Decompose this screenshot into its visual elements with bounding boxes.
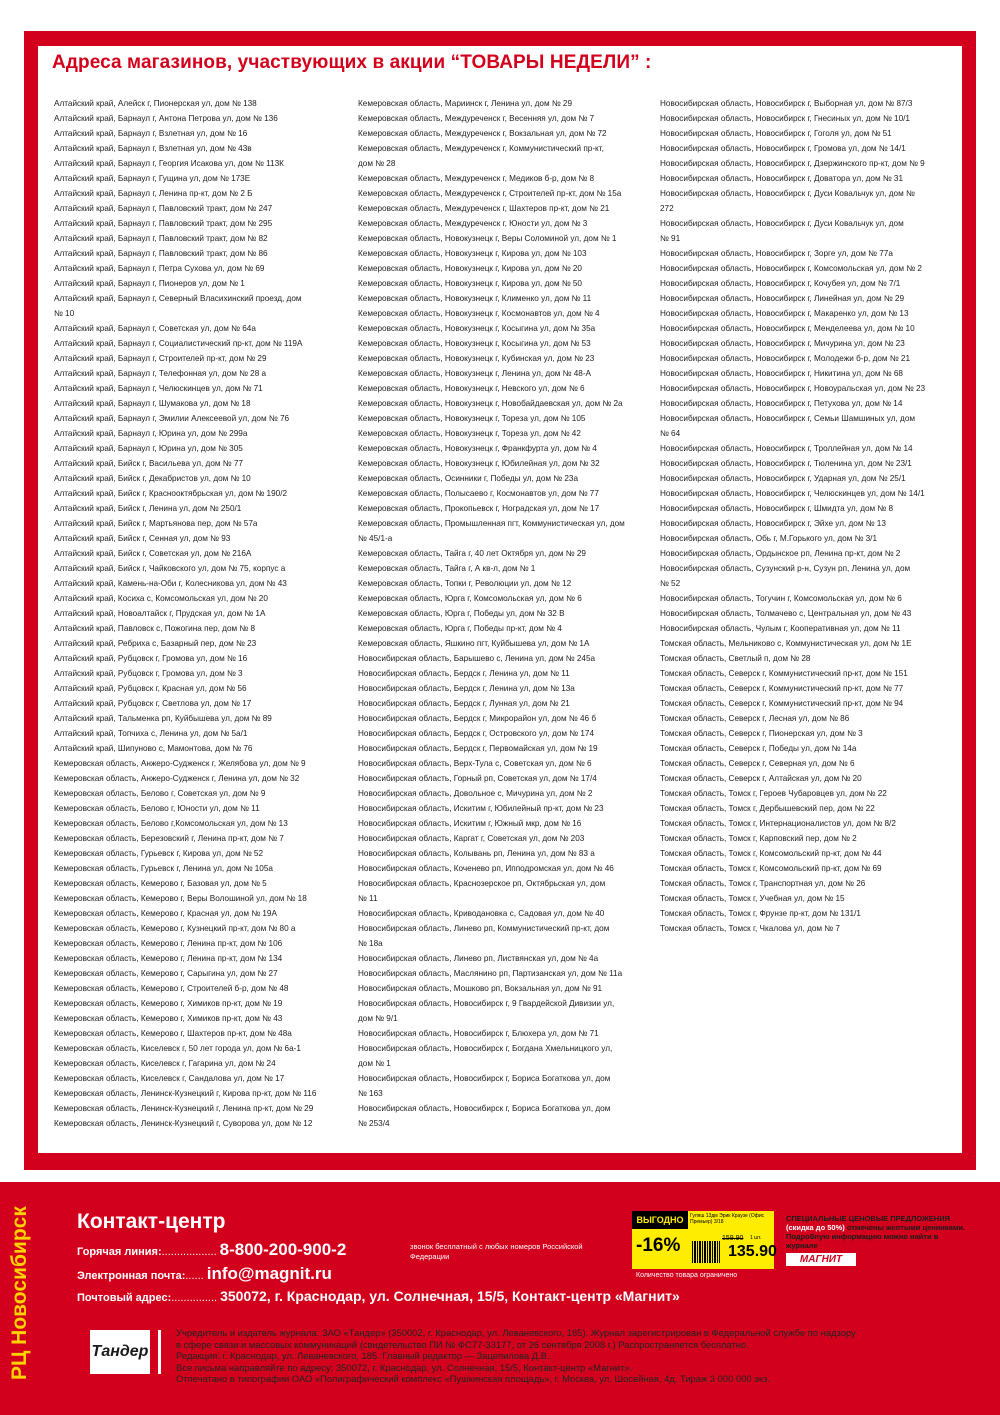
address-line: Алтайский край, Камень-на-Оби г, Колесникова ул, дом № 43 xyxy=(54,579,287,588)
address-line: Алтайский край, Тальменка рп, Куйбышева ул, дом № 89 xyxy=(54,714,272,723)
price-tag-sample xyxy=(632,1211,777,1269)
address-line: Кемеровская область, Кемерово г, Красная ул, дом № 19А xyxy=(54,909,277,918)
address-line: Новосибирская область, Линево рп, Листвянская ул, дом № 4а xyxy=(358,954,599,963)
address-line: Кемеровская область, Междуреченск г, Строителей пр-кт, дом № 15а xyxy=(358,189,622,198)
address-line: Новосибирская область, Новосибирск г, Дзержинского пр-кт, дом № 9 xyxy=(660,159,925,168)
address-line: Алтайский край, Барнаул г, Челюскинцев ул, дом № 71 xyxy=(54,384,263,393)
address-line: Алтайский край, Бийск г, Чайковского ул, дом № 75, корпус а xyxy=(54,564,286,573)
address-line: Кемеровская область, Осинники г, Победы ул, дом № 23а xyxy=(358,474,579,483)
address-line: № 52 xyxy=(660,579,681,588)
address-line: № 91 xyxy=(660,234,681,243)
address-line: Кемеровская область, Междуреченск г, Юности ул, дом № 3 xyxy=(358,219,588,228)
address-line: Кемеровская область, Белово г, Советская ул, дом № 9 xyxy=(54,789,266,798)
address-line: Новосибирская область, Новосибирск г, Семьи Шамшиных ул, дом xyxy=(660,414,916,423)
address-line: Новосибирская область, Новосибирск г, Менделеева ул, дом № 10 xyxy=(660,324,915,333)
address-line: № 10 xyxy=(54,309,75,318)
address-line: Новосибирская область, Сузунский р-н, Сузун рп, Ленина ул, дом xyxy=(660,564,911,573)
address-line: Кемеровская область, Новокузнецк г, Тореза ул, дом № 42 xyxy=(358,429,581,438)
address-line: Кемеровская область, Ленинск-Кузнецкий г, Кирова пр-кт, дом № 116 xyxy=(54,1089,317,1098)
magnit-logo: МАГНИТ xyxy=(786,1253,856,1266)
address-line: Томская область, Мельниково с, Коммунистическая ул, дом № 1Е xyxy=(660,639,912,648)
postal-address: 350072, г. Краснодар, ул. Солнечная, 15/5, Контакт-центр «Магнит» xyxy=(220,1288,680,1304)
promo-old-price: 159.90 xyxy=(722,1235,744,1242)
promo-product: Гуляш 13дм Эрик Краузе (Офис Премьер) 3/18 xyxy=(690,1213,765,1225)
promo-discount: -16% xyxy=(636,1235,681,1256)
address-line: Кемеровская область, Новокузнецк г, Веры Соломиной ул, дом № 1 xyxy=(358,234,617,243)
address-column-3 xyxy=(660,96,952,936)
address-line: Алтайский край, Бийск г, Советская ул, дом № 216А xyxy=(54,549,252,558)
address-line: Новосибирская область, Искитим г, Юбилейный пр-кт, дом № 23 xyxy=(358,804,604,813)
address-line: Алтайский край, Рубцовск г, Красная ул, дом № 56 xyxy=(54,684,247,693)
address-line: Новосибирская область, Искитим г, Южный мкр, дом № 16 xyxy=(358,819,582,828)
address-line: Новосибирская область, Новосибирск г, Эйхе ул, дом № 13 xyxy=(660,519,886,528)
address-line: Новосибирская область, Новосибирск г, Троллейная ул, дом № 14 xyxy=(660,444,913,453)
address-line: Новосибирская область, Новосибирск г, Комсомольская ул, дом № 2 xyxy=(660,264,922,273)
address-line: Новосибирская область, Новосибирск г, Блюхера ул, дом № 71 xyxy=(358,1029,599,1038)
address-line: Алтайский край, Барнаул г, Взлетная ул, дом № 16 xyxy=(54,129,248,138)
address-line: Новосибирская область, Бердск г, Ленина ул, дом № 13а xyxy=(358,684,575,693)
region-label: РЦ Новосибирск xyxy=(8,1206,31,1380)
hotline-number[interactable]: 8-800-200-900-2 xyxy=(219,1240,347,1259)
address-line: Кемеровская область, Прокопьевск г, Ноградская ул, дом № 17 xyxy=(358,504,600,513)
address-line: Новосибирская область, Ордынское рп, Ленина пр-кт, дом № 2 xyxy=(660,549,901,558)
address-line: Новосибирская область, Новосибирск г, Гнесиных ул, дом № 10/1 xyxy=(660,114,910,123)
address-line: Новосибирская область, Новосибирск г, Доватора ул, дом № 31 xyxy=(660,174,904,183)
address-line: Кемеровская область, Междуреченск г, Медиков б-р, дом № 8 xyxy=(358,174,594,183)
address-line: Алтайский край, Рубцовск г, Громова ул, дом № 16 xyxy=(54,654,248,663)
address-line: 272 xyxy=(660,204,674,213)
address-line: Алтайский край, Барнаул г, Пионеров ул, дом № 1 xyxy=(54,279,245,288)
address-line: Томская область, Северск г, Северная ул, дом № 6 xyxy=(660,759,855,768)
address-line: Алтайский край, Барнаул г, Павловский тракт, дом № 86 xyxy=(54,249,268,258)
address-line: № 18а xyxy=(358,939,383,948)
address-line: Новосибирская область, Горный рп, Советская ул, дом № 17/4 xyxy=(358,774,597,783)
imprint-line: Редакция: г. Краснодар, ул. Леваневского, 185. Главный редактор — Зацепилова Д.В. xyxy=(176,1350,550,1362)
address-line: Кемеровская область, Анжеро-Судженск г, Желябова ул, дом № 9 xyxy=(54,759,306,768)
address-line: Алтайский край, Барнаул г, Юрина ул, дом № 305 xyxy=(54,444,243,453)
imprint-text xyxy=(176,1327,976,1385)
address-line: Кемеровская область, Топки г, Революции ул, дом № 12 xyxy=(358,579,572,588)
address-line: Новосибирская область, Толмачево с, Центральная ул, дом № 43 xyxy=(660,609,912,618)
promo-caption: Количество товара ограничено xyxy=(636,1272,738,1279)
special-offer-heading: СПЕЦИАЛЬНЫЕ ЦЕНОВЫЕ ПРЕДЛОЖЕНИЯ xyxy=(786,1214,950,1223)
address-line: Томская область, Томск г, Дербышевский пер, дом № 22 xyxy=(660,804,875,813)
hotline-label: Горячая линия: xyxy=(77,1246,162,1258)
address-line: Кемеровская область, Тайга г, 40 лет Октября ул, дом № 29 xyxy=(358,549,586,558)
address-line: Новосибирская область, Каргат г, Советская ул, дом № 203 xyxy=(358,834,585,843)
address-line: Новосибирская область, Новосибирск г, Дуси Ковальчук ул, дом xyxy=(660,219,904,228)
address-line: № 45/1-а xyxy=(358,534,393,543)
address-line: Томская область, Северск г, Алтайская ул, дом № 20 xyxy=(660,774,862,783)
address-line: Алтайский край, Новоалтайск г, Прудская ул, дом № 1А xyxy=(54,609,266,618)
address-line: Новосибирская область, Маслянино рп, Партизанская ул, дом № 11а xyxy=(358,969,623,978)
address-line: Кемеровская область, Новокузнецк г, Невского ул, дом № 6 xyxy=(358,384,585,393)
address-line: Кемеровская область, Мариинск г, Ленина ул, дом № 29 xyxy=(358,99,573,108)
address-line: Кемеровская область, Новокузнецк г, Клименко ул, дом № 11 xyxy=(358,294,592,303)
address-line: Новосибирская область, Бердск г, Островского ул, дом № 174 xyxy=(358,729,595,738)
address-line: Алтайский край, Павловск с, Пожогина пер, дом № 8 xyxy=(54,624,256,633)
imprint-line: в сфере связи и массовых коммуникаций (свидетельство ПИ № ФС77-33177, от 26 сентября 2008 г.) Распространяется бесплатно. xyxy=(176,1338,749,1350)
address-line: Новосибирская область, Бердск г, Микрорайон ул, дом № 46 б xyxy=(358,714,597,723)
address-line: № 64 xyxy=(660,429,681,438)
address-line: Новосибирская область, Новосибирск г, Бориса Богаткова ул, дом xyxy=(358,1074,611,1083)
address-line: Новосибирская область, Новосибирск г, Гоголя ул, дом № 51 xyxy=(660,129,892,138)
address-line: Новосибирская область, Довольное с, Мичурина ул, дом № 2 xyxy=(358,789,593,798)
address-line: Новосибирская область, Краснозерское рп, Октябрьская ул, дом xyxy=(358,879,606,888)
address-line: Алтайский край, Барнаул г, Павловский тракт, дом № 82 xyxy=(54,234,268,243)
address-line: Кемеровская область, Междуреченск г, Коммунистический пр-кт, xyxy=(358,144,604,153)
address-line: Новосибирская область, Новосибирск г, Громова ул, дом № 14/1 xyxy=(660,144,906,153)
address-line: Новосибирская область, Новосибирск г, Новоуральская ул, дом № 23 xyxy=(660,384,926,393)
address-line: Новосибирская область, Новосибирск г, Петухова ул, дом № 14 xyxy=(660,399,903,408)
address-line: Алтайский край, Ребриха с, Базарный пер, дом № 23 xyxy=(54,639,257,648)
address-line: Алтайский край, Шипуново с, Мамонтова, дом № 76 xyxy=(54,744,253,753)
address-line: Алтайский край, Бийск г, Ленина ул, дом № 250/1 xyxy=(54,504,242,513)
address-line: Новосибирская область, Обь г, М.Горького ул, дом № 3/1 xyxy=(660,534,878,543)
address-line: Новосибирская область, Бердск г, Ленина ул, дом № 11 xyxy=(358,669,570,678)
address-line: Алтайский край, Топчиха с, Ленина ул, дом № 5а/1 xyxy=(54,729,248,738)
address-line: Алтайский край, Барнаул г, Телефонная ул, дом № 28 а xyxy=(54,369,267,378)
address-line: Кемеровская область, Междуреченск г, Шахтеров пр-кт, дом № 21 xyxy=(358,204,610,213)
special-offer-body: отмечены желтыми ценниками. Подробную информацию можно найти в журнале xyxy=(786,1223,966,1250)
address-line: Новосибирская область, Новосибирск г, Тюленина ул, дом № 23/1 xyxy=(660,459,912,468)
hotline-note: звонок бесплатный с любых номеров Российской Федерации xyxy=(410,1242,583,1261)
address-line: Томская область, Томск г, Чкалова ул, дом № 7 xyxy=(660,924,840,933)
address-line: Кемеровская область, Киселевск г, 50 лет города ул, дом № 6а-1 xyxy=(54,1044,301,1053)
address-line: Новосибирская область, Новосибирск г, Дуси Ковальчук ул, дом № xyxy=(660,189,915,198)
address-line: Кемеровская область, Новокузнецк г, Косыгина ул, дом № 53 xyxy=(358,339,591,348)
address-line: Кемеровская область, Гурьевск г, Кирова ул, дом № 52 xyxy=(54,849,264,858)
address-line: Новосибирская область, Новосибирск г, 9 Гвардейской Дивизии ул, xyxy=(358,999,615,1008)
email-link[interactable]: info@magnit.ru xyxy=(206,1264,332,1283)
address-line: Томская область, Северск г, Коммунистический пр-кт, дом № 94 xyxy=(660,699,904,708)
leader-dots: ...... xyxy=(185,1270,204,1282)
page-title: Адреса магазинов, участвующих в акции “ТОВАРЫ НЕДЕЛИ” : xyxy=(52,52,652,73)
address-line: Новосибирская область, Новосибирск г, Линейная ул, дом № 29 xyxy=(660,294,905,303)
address-line: Новосибирская область, Новосибирск г, Молодежи б-р, дом № 21 xyxy=(660,354,911,363)
leader-dots: ............... xyxy=(171,1292,218,1304)
postal-row xyxy=(77,1288,680,1304)
address-line: Алтайский край, Барнаул г, Антона Петрова ул, дом № 136 xyxy=(54,114,278,123)
address-line: Кемеровская область, Кемерово г, Сарыгина ул, дом № 27 xyxy=(54,969,278,978)
address-line: Алтайский край, Барнаул г, Социалистический пр-кт, дом № 119А xyxy=(54,339,303,348)
address-line: Алтайский край, Рубцовск г, Громова ул, дом № 3 xyxy=(54,669,243,678)
address-line: Томская область, Северск г, Коммунистический пр-кт, дом № 151 xyxy=(660,669,908,678)
address-line: Кемеровская область, Новокузнецк г, Косыгина ул, дом № 35а xyxy=(358,324,596,333)
address-line: Томская область, Томск г, Героев Чубаровцев ул, дом № 22 xyxy=(660,789,887,798)
address-line: Кемеровская область, Полысаево г, Космонавтов ул, дом № 77 xyxy=(358,489,599,498)
address-line: Кемеровская область, Новокузнецк г, Юбилейная ул, дом № 32 xyxy=(358,459,600,468)
email-row xyxy=(77,1264,332,1284)
address-line: Алтайский край, Бийск г, Васильева ул, дом № 77 xyxy=(54,459,243,468)
address-line: Томская область, Томск г, Фрунзе пр-кт, дом № 131/1 xyxy=(660,909,861,918)
address-line: Кемеровская область, Киселевск г, Гагарина ул, дом № 24 xyxy=(54,1059,276,1068)
address-line: Новосибирская область, Новосибирск г, Богдана Хмельницкого ул, xyxy=(358,1044,613,1053)
address-line: дом № 9/1 xyxy=(358,1014,398,1023)
promo-new-price: 135.90 xyxy=(728,1243,777,1260)
address-line: Кемеровская область, Междуреченск г, Вокзальная ул, дом № 72 xyxy=(358,129,607,138)
address-line: Алтайский край, Барнаул г, Взлетная ул, дом № 43в xyxy=(54,144,252,153)
address-line: Алтайский край, Бийск г, Сенная ул, дом № 93 xyxy=(54,534,231,543)
imprint-line: Все письма направляйте по адресу: 350072, г. Краснодар, ул. Солнечная, 15/5, Контакт-центр «Магнит». xyxy=(176,1361,633,1373)
address-line: Кемеровская область, Березовский г, Ленина пр-кт, дом № 7 xyxy=(54,834,284,843)
promo-qty: 1 шт. xyxy=(750,1235,762,1241)
address-line: Кемеровская область, Новокузнецк г, Франкфурта ул, дом № 4 xyxy=(358,444,597,453)
address-line: Алтайский край, Бийск г, Краснооктябрьская ул, дом № 190/2 xyxy=(54,489,288,498)
address-line: Кемеровская область, Белово г,Комсомольская ул, дом № 13 xyxy=(54,819,288,828)
hotline-row xyxy=(77,1240,346,1260)
address-line: Кемеровская область, Кемерово г, Ленина пр-кт, дом № 134 xyxy=(54,954,283,963)
address-line: Новосибирская область, Новосибирск г, Макаренко ул, дом № 13 xyxy=(660,309,909,318)
address-line: Новосибирская область, Новосибирск г, Выборная ул, дом № 87/3 xyxy=(660,99,913,108)
address-line: Новосибирская область, Новосибирск г, Челюскинцев ул, дом № 14/1 xyxy=(660,489,925,498)
address-line: Кемеровская область, Юрга г, Победы пр-кт, дом № 4 xyxy=(358,624,562,633)
address-line: Алтайский край, Бийск г, Мартьянова пер, дом № 57а xyxy=(54,519,258,528)
address-line: Новосибирская область, Мошково рп, Вокзальная ул, дом № 91 xyxy=(358,984,603,993)
address-line: Томская область, Томск г, Карповский пер, дом № 2 xyxy=(660,834,857,843)
imprint-line: Учредитель и издатель журнала: ЗАО «Тандер» (350002, г. Краснодар, ул. Леваневского, 185). Журнал зарегистрирован в Федеральной службе по надзору xyxy=(176,1327,856,1338)
special-offer-discount: (скидка до 50%) xyxy=(786,1223,845,1232)
address-line: Алтайский край, Барнаул г, Ленина пр-кт, дом № 2 Б xyxy=(54,189,253,198)
address-line: Новосибирская область, Колывань рп, Ленина ул, дом № 83 а xyxy=(358,849,595,858)
address-line: Новосибирская область, Барышево с, Ленина ул, дом № 245а xyxy=(358,654,596,663)
address-line: Кемеровская область, Новокузнецк г, Кирова ул, дом № 20 xyxy=(358,264,582,273)
address-line: Томская область, Томск г, Комсомольский пр-кт, дом № 44 xyxy=(660,849,882,858)
address-line: Томская область, Томск г, Комсомольский пр-кт, дом № 69 xyxy=(660,864,882,873)
address-line: Кемеровская область, Ленинск-Кузнецкий г, Ленина пр-кт, дом № 29 xyxy=(54,1104,314,1113)
address-line: Томская область, Северск г, Победы ул, дом № 14а xyxy=(660,744,857,753)
address-line: Кемеровская область, Ленинск-Кузнецкий г, Суворова ул, дом № 12 xyxy=(54,1119,313,1128)
address-line: Кемеровская область, Киселевск г, Сандалова ул, дом № 17 xyxy=(54,1074,285,1083)
address-line: Кемеровская область, Кемерово г, Кузнецкий пр-кт, дом № 80 а xyxy=(54,924,296,933)
address-line: Алтайский край, Рубцовск г, Светлова ул, дом № 17 xyxy=(54,699,252,708)
address-line: Кемеровская область, Кемерово г, Ленина пр-кт, дом № 106 xyxy=(54,939,283,948)
address-line: Кемеровская область, Новокузнецк г, Тореза ул, дом № 105 xyxy=(358,414,586,423)
address-line: Новосибирская область, Тогучин г, Комсомольская ул, дом № 6 xyxy=(660,594,902,603)
address-line: Томская область, Северск г, Коммунистический пр-кт, дом № 77 xyxy=(660,684,904,693)
address-line: Кемеровская область, Юрга г, Победы ул, дом № 32 В xyxy=(358,609,565,618)
leader-dots: .................. xyxy=(161,1246,217,1258)
address-line: Кемеровская область, Кемерово г, Химиков пр-кт, дом № 43 xyxy=(54,1014,283,1023)
address-line: Новосибирская область, Новосибирск г, Никитина ул, дом № 68 xyxy=(660,369,903,378)
address-line: Кемеровская область, Кемерово г, Базовая ул, дом № 5 xyxy=(54,879,267,888)
address-line: Новосибирская область, Новосибирск г, Зорге ул, дом № 77а xyxy=(660,249,893,258)
address-line: Кемеровская область, Междуреченск г, Весенняя ул, дом № 7 xyxy=(358,114,595,123)
logo-divider xyxy=(158,1330,161,1374)
address-line: Томская область, Северск г, Лесная ул, дом № 86 xyxy=(660,714,850,723)
address-line: Кемеровская область, Яшкино пгт, Куйбышева ул, дом № 1А xyxy=(358,639,590,648)
address-line: Алтайский край, Барнаул г, Эмилии Алексеевой ул, дом № 76 xyxy=(54,414,290,423)
address-line: Алтайский край, Барнаул г, Павловский тракт, дом № 247 xyxy=(54,204,273,213)
address-line: Кемеровская область, Новокузнецк г, Кубинская ул, дом № 23 xyxy=(358,354,595,363)
address-line: Кемеровская область, Тайга г, А кв-л, дом № 1 xyxy=(358,564,536,573)
address-line: Новосибирская область, Верх-Тула с, Советская ул, дом № 6 xyxy=(358,759,592,768)
imprint-line: Отпечатано в типографии ОАО «Полиграфический комплекс «Пушкинская площадь», г. Москва, ул. Шосейная, 4д. Тираж 3 000 000 экз. xyxy=(176,1373,771,1385)
address-line: Алтайский край, Барнаул г, Советская ул, дом № 64а xyxy=(54,324,256,333)
address-line: № 11 xyxy=(358,894,378,903)
address-line: Кемеровская область, Кемерово г, Шахтеров пр-кт, дом № 48а xyxy=(54,1029,292,1038)
address-line: дом № 1 xyxy=(358,1059,391,1068)
address-line: Томская область, Томск г, Учебная ул, дом № 15 xyxy=(660,894,845,903)
address-line: Новосибирская область, Новосибирск г, Мичурина ул, дом № 23 xyxy=(660,339,905,348)
address-line: Новосибирская область, Новосибирск г, Бориса Богаткова ул, дом xyxy=(358,1104,611,1113)
address-line: Алтайский край, Барнаул г, Юрина ул, дом № 299а xyxy=(54,429,248,438)
address-line: Алтайский край, Барнаул г, Северный Власихинский проезд, дом xyxy=(54,294,302,303)
address-column-1 xyxy=(54,96,344,1131)
address-line: Томская область, Светлый п, дом № 28 xyxy=(660,654,811,663)
address-line: Кемеровская область, Юрга г, Комсомольская ул, дом № 6 xyxy=(358,594,582,603)
address-line: № 253/4 xyxy=(358,1119,390,1128)
address-line: Кемеровская область, Новокузнецк г, Кирова ул, дом № 103 xyxy=(358,249,587,258)
promo-badge: ВЫГОДНО xyxy=(632,1211,688,1229)
address-line: Новосибирская область, Новосибирск г, Кочубея ул, дом № 7/1 xyxy=(660,279,901,288)
address-line: Кемеровская область, Новокузнецк г, Кирова ул, дом № 50 xyxy=(358,279,582,288)
address-line: Кемеровская область, Промышленная пгт, Коммунистическая ул, дом xyxy=(358,519,625,528)
address-line: Кемеровская область, Анжеро-Судженск г, Ленина ул, дом № 32 xyxy=(54,774,300,783)
address-line: Алтайский край, Барнаул г, Петра Сухова ул, дом № 69 xyxy=(54,264,265,273)
address-line: Кемеровская область, Новокузнецк г, Ленина ул, дом № 48-А xyxy=(358,369,592,378)
address-line: Кемеровская область, Кемерово г, Химиков пр-кт, дом № 19 xyxy=(54,999,283,1008)
address-line: Новосибирская область, Чулым г, Кооперативная ул, дом № 11 xyxy=(660,624,901,633)
address-line: Новосибирская область, Новосибирск г, Ударная ул, дом № 25/1 xyxy=(660,474,906,483)
address-line: Новосибирская область, Новосибирск г, Шмидта ул, дом № 8 xyxy=(660,504,894,513)
address-line: Новосибирская область, Бердск г, Первомайская ул, дом № 19 xyxy=(358,744,598,753)
address-line: Кемеровская область, Белово г, Юности ул, дом № 11 xyxy=(54,804,260,813)
barcode-icon xyxy=(692,1241,720,1263)
address-line: № 163 xyxy=(358,1089,383,1098)
address-line: Томская область, Томск г, Транспортная ул, дом № 26 xyxy=(660,879,866,888)
address-line: Алтайский край, Барнаул г, Павловский тракт, дом № 295 xyxy=(54,219,273,228)
address-line: Новосибирская область, Криводановка с, Садовая ул, дом № 40 xyxy=(358,909,605,918)
address-line: Алтайский край, Барнаул г, Шумакова ул, дом № 18 xyxy=(54,399,251,408)
address-line: Кемеровская область, Новокузнецк г, Космонавтов ул, дом № 4 xyxy=(358,309,600,318)
address-line: дом № 28 xyxy=(358,159,396,168)
email-label: Электронная почта: xyxy=(77,1270,186,1282)
address-line: Томская область, Томск г, Интернационалистов ул, дом № 8/2 xyxy=(660,819,896,828)
tander-logo: Тандер xyxy=(90,1330,150,1374)
postal-label: Почтовый адрес: xyxy=(77,1292,172,1304)
address-line: Новосибирская область, Линево рп, Коммунистический пр-кт, дом xyxy=(358,924,610,933)
address-line: Кемеровская область, Кемерово г, Веры Волошиной ул, дом № 18 xyxy=(54,894,307,903)
address-column-2 xyxy=(358,96,650,1131)
address-line: Алтайский край, Бийск г, Декабристов ул, дом № 10 xyxy=(54,474,251,483)
address-line: Новосибирская область, Коченево рп, Ипподромская ул, дом № 46 xyxy=(358,864,614,873)
address-line: Алтайский край, Барнаул г, Строителей пр-кт, дом № 29 xyxy=(54,354,267,363)
contact-center-title: Контакт-центр xyxy=(77,1210,226,1233)
address-line: Кемеровская область, Кемерово г, Строителей б-р, дом № 48 xyxy=(54,984,289,993)
address-line: Кемеровская область, Новокузнецк г, Новобайдаевская ул, дом № 2а xyxy=(358,399,623,408)
address-line: Томская область, Северск г, Пионерская ул, дом № 3 xyxy=(660,729,863,738)
address-line: Алтайский край, Барнаул г, Гущина ул, дом № 173Е xyxy=(54,174,251,183)
address-line: Алтайский край, Косиха с, Комсомольская ул, дом № 20 xyxy=(54,594,268,603)
address-line: Новосибирская область, Бердск г, Лунная ул, дом № 21 xyxy=(358,699,570,708)
address-line: Алтайский край, Барнаул г, Георгия Исакова ул, дом № 113К xyxy=(54,159,284,168)
address-line: Алтайский край, Алейск г, Пионерская ул, дом № 138 xyxy=(54,99,257,108)
special-offer-text xyxy=(786,1214,971,1250)
address-line: Кемеровская область, Гурьевск г, Ленина ул, дом № 105а xyxy=(54,864,273,873)
